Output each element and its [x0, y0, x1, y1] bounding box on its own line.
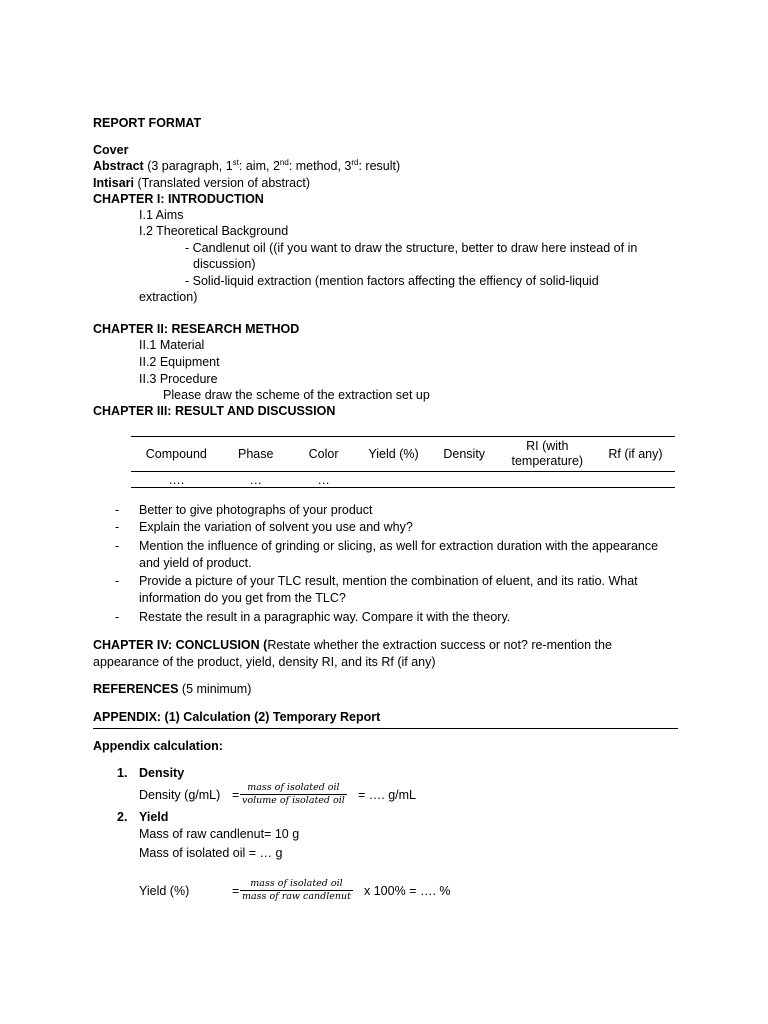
yield-fraction: [240, 878, 353, 903]
table-cell: [499, 472, 596, 488]
ch2-procedure-note: Please draw the scheme of the extraction set up: [163, 388, 430, 402]
table-cell: [430, 472, 499, 488]
appendix-calc-heading: Appendix calculation:: [93, 739, 223, 753]
ch2-procedure: II.3 Procedure: [139, 372, 218, 386]
ch1-aims: I.1 Aims: [139, 208, 184, 222]
appendix-heading: APPENDIX: (1) Calculation (2) Temporary Report: [93, 710, 381, 724]
bullet-item: Better to give photographs of your product: [139, 503, 373, 517]
bullet-mark: -: [115, 520, 120, 534]
yield-raw-mass: Mass of raw candlenut= 10 g: [139, 827, 300, 841]
abstract-line: Abstract (3 paragraph, 1st: aim, 2nd: method, 3rd: result): [93, 158, 401, 173]
bullet-item: Explain the variation of solvent you use and why?: [139, 520, 413, 534]
bullet-mark: -: [115, 610, 120, 624]
intisari-label: Intisari: [93, 176, 134, 190]
references-label: REFERENCES: [93, 682, 179, 696]
density-numerator: mass of isolated oil: [247, 782, 340, 793]
ch1-background: I.2 Theoretical Background: [139, 224, 289, 238]
table-cell: ….: [131, 472, 222, 488]
col-yield: Yield (%): [357, 437, 429, 472]
ch1-sle-line2: extraction): [139, 290, 198, 304]
col-phase: Phase: [222, 437, 290, 472]
density-result: = …. g/mL: [358, 788, 417, 802]
density-number: 1.: [117, 766, 128, 780]
ch1-candlenut-line2: discussion): [193, 257, 256, 271]
chapter-2-heading: CHAPTER II: RESEARCH METHOD: [93, 322, 300, 336]
bullet-mark: -: [115, 574, 120, 588]
bullet-item: Mention the influence of grinding or slicing, as well for extraction duration with the appearance and yield of product.: [139, 539, 659, 570]
col-compound: Compound: [131, 437, 222, 472]
abstract-label: Abstract: [93, 159, 144, 173]
ch1-candlenut-line1: - Candlenut oil ((if you want to draw the structure, better to draw here instead of in: [185, 241, 638, 255]
yield-label: Yield (%): [139, 884, 190, 898]
yield-number: 2.: [117, 810, 128, 824]
references-line: REFERENCES (5 minimum): [93, 682, 252, 696]
table-cell: [596, 472, 675, 488]
bullet-mark: -: [115, 539, 120, 553]
table-row: [131, 472, 675, 488]
ch2-equipment: II.2 Equipment: [139, 355, 220, 369]
table-cell: …: [290, 472, 357, 488]
chapter-4-text: Restate whether the extraction success or not? re-mention the appearance of the product, yield, density RI, and its Rf (if any): [93, 638, 612, 669]
yield-denominator: mass of raw candlenut: [242, 891, 351, 902]
density-fraction: [240, 782, 347, 807]
col-rf: Rf (if any): [596, 437, 675, 472]
table-cell: …: [222, 472, 290, 488]
bullet-item: Restate the result in a paragraphic way. Compare it with the theory.: [139, 610, 511, 624]
appendix-divider: [93, 728, 678, 729]
cover-line: Cover: [93, 143, 129, 157]
chapter-1-heading: CHAPTER I: INTRODUCTION: [93, 192, 264, 206]
density-denominator: volume of isolated oil: [242, 795, 345, 806]
yield-title: Yield: [139, 810, 169, 824]
table-cell: [357, 472, 429, 488]
density-label: Density (g/mL): [139, 788, 221, 802]
chapter-3-heading: CHAPTER III: RESULT AND DISCUSSION: [93, 404, 336, 418]
bullet-mark: -: [115, 503, 120, 517]
yield-isolated-mass: Mass of isolated oil = … g: [139, 846, 283, 860]
chapter-4-heading: CHAPTER IV: CONCLUSION (: [93, 638, 268, 652]
document-title: REPORT FORMAT: [93, 116, 202, 130]
table-header-row: [131, 437, 675, 472]
density-equals: =: [232, 788, 240, 802]
chapter-4-block: [93, 637, 663, 671]
ch1-sle-line1: - Solid-liquid extraction (mention factors affecting the effiency of solid-liquid: [185, 274, 599, 288]
results-table: [131, 436, 675, 488]
col-color: Color: [290, 437, 357, 472]
bullet-item: Provide a picture of your TLC result, mention the combination of eluent, and its ratio. What information do you get from the TLC?: [139, 574, 638, 605]
yield-result: x 100% = …. %: [364, 884, 451, 898]
col-ri: RI (with temperature): [499, 437, 596, 472]
density-title: Density: [139, 766, 185, 780]
ch2-material: II.1 Material: [139, 338, 205, 352]
yield-numerator: mass of isolated oil: [250, 878, 343, 889]
intisari-line: Intisari (Translated version of abstract): [93, 176, 310, 190]
col-density: Density: [430, 437, 499, 472]
yield-equals: =: [232, 884, 240, 898]
